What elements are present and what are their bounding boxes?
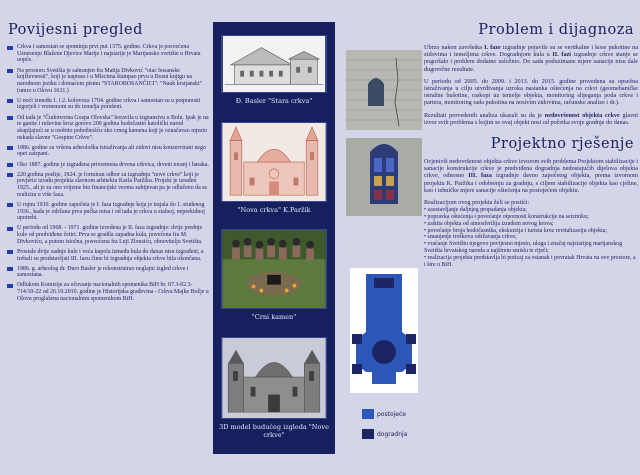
history-item: Na prostoru Svetišta je sahranjen fra Matija Divković "otac bosanske književnosti", koji je napisao i u Mlecima štampao prvu u Bosni knjigu na narodnom jeziku i domaćem pismu "STAROBOSANČICI": "Nauk krstjanski" (umro u Olovu 1631.) xyxy=(5,68,210,95)
history-item: Crkva i samostan se spominju prvi put 1375. godine. Crkva je posvećena Uznesenju Blažene Djevice Marije i najstarije je Marijansko svetište u Hrvata uopće. xyxy=(5,44,210,64)
history-item: 220 godina poslije, 1924. je formiran odbor za izgradnju "nove crkve" koji je povjerio izradu projekta slavnom arhitektu Karlu Paržiku. Projekt je izrađen 1925., ali je za ono vrijeme bio financijski veoma zahtjevan pa je odlučeno da se realizira u više faza. xyxy=(5,172,210,199)
legend-addition-label: dogradnja xyxy=(377,430,408,438)
legend-existing-swatch xyxy=(362,409,374,419)
p1-bold-b: I. faze xyxy=(484,44,501,51)
solution-paragraph xyxy=(424,158,638,194)
p1-text-c: izgradnje pojavile su se vertikalne i kose pukotine na zidovima i temeljima crkve. Dogradnjom kula u xyxy=(424,44,639,59)
p3-text-a: Rezultati provedenih analiza ukazali su da je xyxy=(424,111,545,119)
goal-item: • popravka oštećenja i povećanje otpornosti konstrukcije na seizmiku; xyxy=(424,214,589,221)
image-column xyxy=(346,45,422,460)
history-item: 1986. g. arheolog dr. Đuro Basler je rekonstruirao neglajni izgled crkve i samostana. xyxy=(5,266,210,279)
black-stone-photo xyxy=(221,229,327,309)
goal-item: • povećanje broja hodočasnika, ekskurzija i turista kroz revitalizaciju objekta; xyxy=(424,227,607,234)
problem-solution-column xyxy=(424,22,638,470)
caption-black-stone: "Crni kamen" xyxy=(251,313,297,321)
history-list xyxy=(5,44,210,303)
problem-paragraph-1 xyxy=(424,44,638,73)
p3-text-c: glavni izvor svih problema s kojim se ovaj objekt nosi od početka svoje gradnje do danas. xyxy=(424,111,638,126)
problem-heading: Problem i dijagnoza xyxy=(478,22,634,38)
p4-text-c: izgradnje davno započetog objekta, prema izvornom projektu K. Paržika i odobrenju za gradnju, s ciljem stabilizacije objekta kao cjeline, kao i tehničke mjere sanacije oštećenja na postojećem objektu. xyxy=(424,172,638,194)
history-heading: Povijesni pregled xyxy=(8,22,143,38)
p3-bold-b: nedovršenost objekta crkve xyxy=(544,111,620,119)
new-church-drawing xyxy=(221,122,327,202)
legend-existing-label: postojeće xyxy=(377,410,406,418)
stained-glass-photo xyxy=(346,138,422,216)
old-church-drawing xyxy=(221,35,327,93)
problem-paragraph-2: U periodu od 2005. do 2009. i 2013. do 2015. godine provedena su opsežna istraživanja u cilju utvrđivanja uzroka nastanka oštećenja na crkvi (geomehaničke istražne bušotine, raskopi uz temelje objekta, monitoring slijeganja poda crkve i partera, monitoring rada pukotina na nosivim zidovima, računske analize i dr.). xyxy=(424,77,638,107)
p4-text-a: Ocjenivši nedovršenost objekta crkve izvorom svih problema Projektom stabilizacije i sanacije konstrukcije crkve je predviđena dogradnja nedostajućih dijelova objekta crkve, odnosno xyxy=(424,158,638,180)
caption-new-church: "Nova crkva" K.Paržik xyxy=(237,206,311,214)
goal-item: • zaustavljanje daljnjeg propadanja objekta; xyxy=(424,207,527,214)
goals-title: Realizacijom ovog projekta želi se postići: xyxy=(424,199,530,207)
goal-item: • realizacija projekta predstavlja bi poticaj za ostanak i povratak Hrvata na ove prostore, a i šire u BiH. xyxy=(424,254,636,268)
history-item: Od tada je "Čudotvorna Gospa Olovska" boravila u izgnanstvu u Bolu. Ipak je na te ganite i ruševine kroz gotovo 200 godina hodočastio katolički narod skupljajući se u osobito pobožnošću oko crnog kamena koji je označavao mjesto nekada slavne "Gospine Crkve". xyxy=(5,115,210,142)
goal-item: • smanjenje troškova održavanja crkve; xyxy=(424,234,517,241)
p1-text-a: Ubrzo nakon završetka xyxy=(424,44,485,51)
legend-existing xyxy=(362,409,406,419)
3d-model-render xyxy=(221,337,327,419)
history-item: Oko 1887. godine je izgrađena privremena drvena crkvica, drveni toranj i baraka. xyxy=(5,162,210,169)
caption-3d-model: 3D model budućeg izgleda "Nove crkve" xyxy=(219,423,329,439)
history-item: U periodu od 1968. - 1971. godine izvedena je II. faza izgradnje: dvije prednje kule od predviđene četiri. Prva se gradila zapadna kula, povećena fra M. Divkoviću, a potom istočna, posvećena fra Luji Zlousiću, obnovitelju Svetišta. xyxy=(5,225,210,245)
history-item: Prostale dvije zadnje kule i veća kupola između kula do danas nisu izgrađeni, a trebali su predstavljati III. fazu čime bi izgradnja objekta crkve bila okončana. xyxy=(5,249,210,262)
p1-bold-d: II. fazi xyxy=(552,51,572,59)
history-item: 1886. godine su vršena arheološka istraživanja ali zidovi nisu konzervirani nego opet zatrpani. xyxy=(5,145,210,158)
church-wall-photo xyxy=(346,50,422,130)
problem-paragraph-3 xyxy=(424,112,638,126)
legend-addition-swatch xyxy=(362,429,374,439)
floor-plan-diagram xyxy=(346,268,422,393)
history-item: U rujnu 1930. godine započeta je I. faza izgradnje koja je trajala do 1. studenog 1936., kada je održana prva pučka misa i od tada je crkva u stalnoj, neprekidnoj upotrebi. xyxy=(5,202,210,222)
photo-panel xyxy=(213,22,335,454)
caption-old-church: Đ. Basler "Stara crkva" xyxy=(235,97,313,105)
legend-addition xyxy=(362,429,407,439)
goal-item: • zaštita objekta od atmosferilija izradom novog krova; xyxy=(424,220,554,227)
solution-heading: Projektno rješenje xyxy=(490,136,634,153)
history-item: U noći između 1. i 2. kolovoza 1704. godine crkva i samostan su u potpunosti izgorjeli i vremenom su do temelja porušeni. xyxy=(5,98,210,111)
p1-text-e: izgradnje crkve stanje se pogoršalo i problem dodatno usložnio. Do sada poduzimane mjere sanacije nisu dale dugoročne rezultate. xyxy=(424,51,638,73)
history-column xyxy=(5,22,210,470)
p4-bold-b: III. faza xyxy=(468,172,492,180)
goals-list xyxy=(424,207,638,268)
goal-item: • vraćanje Svetištu njegovo povijesno mjesto, uloga i značaj najstarijeg marijanskog Svetišta hrvatskog naroda u najširem smislu te riječi; xyxy=(424,241,623,255)
history-item: Odlukom Komisije za očuvanje nacionalnih spomenika BiH br. 07.3-02.3-714/10-22 od 26.10.2010. godine je Historijska građevina - Crkva Majke Božje u Olovu proglašena nacionalnim spomenikom BiH. xyxy=(5,282,210,302)
